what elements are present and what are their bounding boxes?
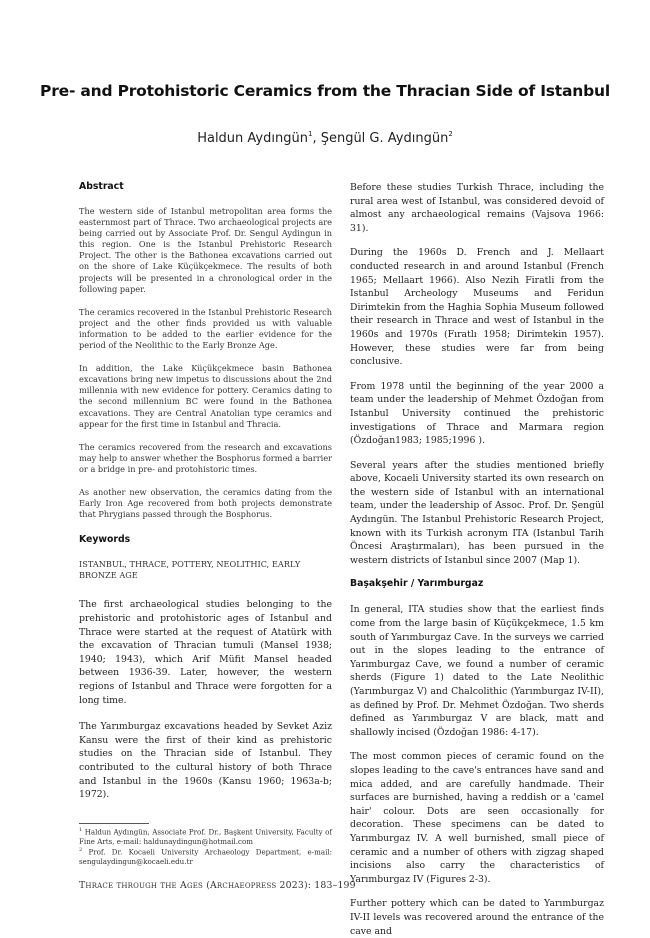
abstract-paragraph: The ceramics recovered in the Istanbul Prehistoric Research project and the other finds provided us with valuable information to be added to the earlier evidence for the period of the Neolithic to the Early Bronze Age.: [79, 306, 332, 351]
body-paragraph: Several years after the studies mentioned briefly above, Kocaeli University started its own research on the western side of Istanbul with an international team, under the leadership of Assoc. Prof. Dr. Şengül Aydıngün. The Istanbul Prehistoric Research Project, known with its Turkish acronym ITA (Istanbul Tarih Öncesi Araştırmaları), has been pursued in the western districts of Istanbul since 2007 (Map 1).: [350, 459, 604, 566]
body-paragraph: Further pottery which can be dated to Yarımburgaz IV-II levels was recovered around the entrance of the cave and: [350, 898, 604, 937]
body-paragraph: From 1978 until the beginning of the year 2000 a team under the leadership of Mehmet Özdoğan from Istanbul University continued the prehistoric investigations of Thrace and Marmara region (Özdoğan1983; 1985;1996 ).: [350, 380, 604, 447]
body-paragraph: During the 1960s D. French and J. Mellaart conducted research in and around Istanbul (French 1965; Mellaart 1966). Also Nezih Firatli from the Istanbul Archeology Museums and Feridun Dirimtekin from the Haghia Sophia Museum followed their research in Thrace and west of Istanbul in the 1960s and 1970s (Fıratlı 1958; Dirimtekin 1957). However, these studies were far from being conclusive.: [350, 247, 604, 368]
footnote-1: [79, 826, 332, 846]
body-paragraph: The Yarımburgaz excavations headed by Sevket Aziz Kansu were the first of their kind as prehistoric studies on the Thracian side of Istanbul. They contributed to the cultural history of both Thrace and Istanbul in the 1960s (Kansu 1960; 1963a-b; 1972).: [79, 721, 332, 801]
author-1-footnote-mark[interactable]: 1: [307, 130, 313, 138]
author-line: [30, 131, 620, 146]
left-column: [79, 181, 332, 802]
footnote-2: [79, 846, 332, 866]
abstract-paragraph: The western side of Istanbul metropolitan area forms the easternmost part of Thrace. Two archaeological projects are being carried out by Associate Prof. Dr. Sengul Aydingun in this region. One is the Istanbul Prehistoric Research Project. The other is the Bathonea excavations carried out on the shore of Lake Küçükçekmece. The results of both projects will be presented in a chronological order in the following paper.: [79, 206, 332, 294]
author-2: Şengül G. Aydıngün: [320, 131, 449, 146]
paper-title: Pre- and Protohistoric Ceramics from the Thracian Side of Istanbul: [40, 82, 610, 100]
footnote-1-mark: 1: [79, 827, 83, 833]
body-paragraph: The most common pieces of ceramic found on the slopes leading to the cave's entrances have sand and mica added, and are carefully handmade. Their surfaces are burnished, having a reddish or a 'camel hair' colour. Dots are seen occasionally for decoration. These specimens can be dated to Yarımburgaz IV. A well burnished, small piece of ceramic and a number of others with zigzag shaped incisions also carry the characteristics of Yarımburgaz IV (Figures 2-3).: [350, 751, 604, 885]
footnote-2-mark: 2: [79, 847, 83, 853]
author-1: Haldun Aydıngün: [197, 131, 308, 146]
abstract-paragraph: In addition, the Lake Küçükçekmece basin Bathonea excavations bring new impetus to discussions about the 2nd millennia with new evidence for pottery. Ceramics dating to the second millennium BC were found in the Bathonea excavations. They are Central Anatolian type ceramics and appear for the first time in Istanbul and Thracia.: [79, 363, 332, 429]
body-paragraph: In general, ITA studies show that the earliest finds come from the large basin of Küçükçekmece, 1.5 km south of Yarımburgaz Cave. In the surveys we carried out in the slopes leading to the entrance of Yarımburgaz Cave, we found a number of ceramic sherds (Figure 1) dated to the Late Neolithic (Yarımburgaz V) and Chalcolithic (Yarımburgaz IV-II), as defined by Prof. Dr. Mehmet Özdoğan. Two sherds defined as Yarımburgaz V are black, matt and shallowly incised (Özdoğan 1986: 4-17).: [350, 604, 604, 738]
body-paragraph: The first archaeological studies belonging to the prehistoric and protohistoric ages of Istanbul and Thrace were started at the request of Atatürk with the excavation of Thracian tumuli (Mansel 1938; 1940; 1943), which Arif Müfit Mansel headed between 1936-39. Later, however, the western regions of Istanbul and Thrace were forgotten for a long time.: [79, 599, 332, 706]
section-heading: Başakşehir / Yarımburgaz: [350, 578, 484, 590]
body-paragraph: Before these studies Turkish Thrace, including the rural area west of Istanbul, was considered devoid of almost any archaeological remains (Vajsova 1966: 31).: [350, 182, 604, 234]
footnote-divider: [79, 823, 149, 824]
page-footer: Thrace through the Ages (Archaeopress 2023): 183–199: [79, 880, 356, 891]
abstract-paragraph: As another new observation, the ceramics dating from the Early Iron Age recovered from both projects demonstrate that Phrygians passed through the Bosphorus.: [79, 486, 332, 520]
author-separator: ,: [312, 131, 321, 146]
footnote-2-text: Prof. Dr. Kocaeli University Archaeology Department, e-mail: sengulaydingun@kocaeli.edu.tr: [79, 847, 332, 866]
keywords-heading: Keywords: [79, 534, 131, 546]
keywords-text: ISTANBUL, THRACE, POTTERY, NEOLITHIC, EARLY BRONZE AGE: [79, 559, 301, 581]
author-2-footnote-mark[interactable]: 2: [448, 130, 453, 138]
footnote-1-text: Haldun Aydıngün, Associate Prof. Dr., Başkent University, Faculty of Fine Arts, e-mail: haldunaydingun@hotmail.com: [79, 827, 332, 846]
abstract-paragraph: The ceramics recovered from the research and excavations may help to answer whether the Bosphorus formed a barrier or a bridge in pre- and protohistoric times.: [79, 441, 332, 474]
right-column: [350, 181, 604, 938]
abstract-heading: Abstract: [79, 181, 124, 192]
